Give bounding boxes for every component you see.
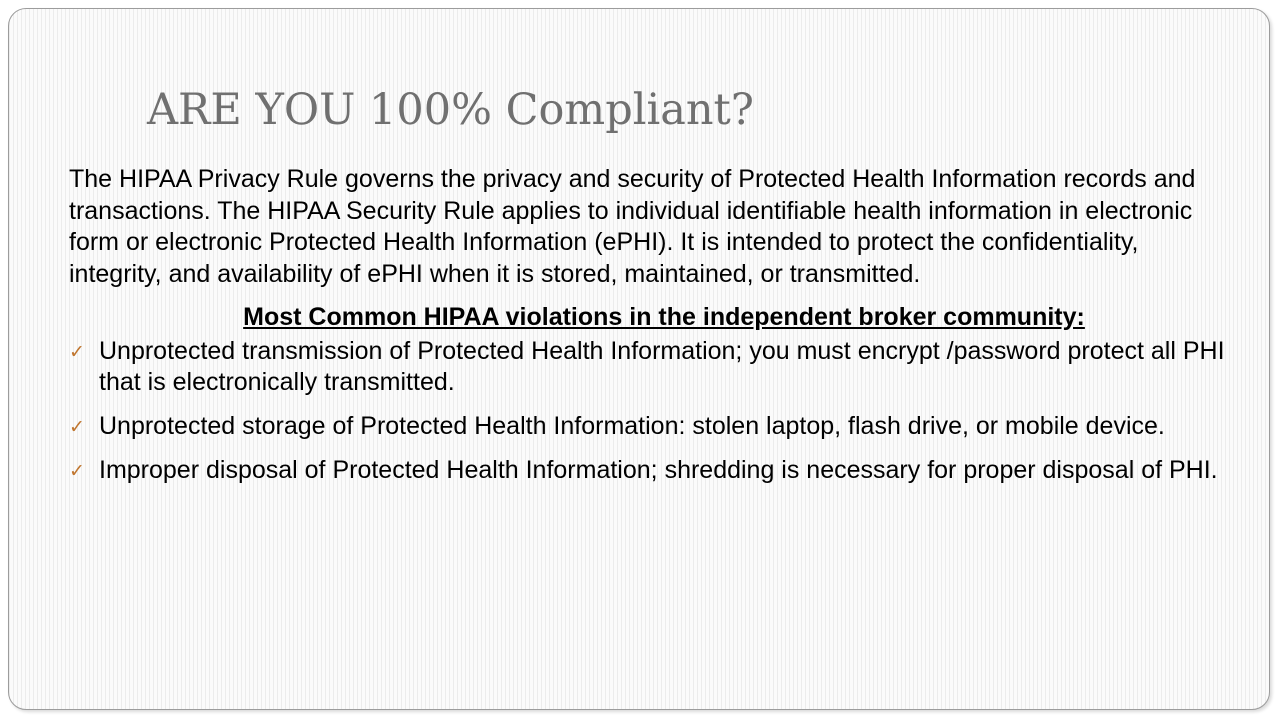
- checkmark-icon: ✓: [69, 340, 85, 363]
- violation-text: Unprotected transmission of Protected Health Information; you must encrypt /password protect all PHI that is electronically transmitted.: [99, 336, 1225, 396]
- intro-paragraph: The HIPAA Privacy Rule governs the privacy and security of Protected Health Information records and transactions. The HIPAA Security Rule applies to individual identifiable health information in electronic form or electronic Protected Health Information (ePHI). It is intended to protect the confidentiality, integrity, and availability of ePHI when it is stored, maintained, or transmitted.: [69, 165, 1196, 288]
- slide: [8, 8, 1270, 710]
- violation-text: Unprotected storage of Protected Health Information: stolen laptop, flash drive, or mobile device.: [99, 411, 1165, 440]
- slide-body: [69, 164, 1229, 499]
- list-item: [69, 336, 1229, 398]
- list-item: [69, 411, 1229, 442]
- slide-title: ARE YOU 100% Compliant?: [147, 85, 754, 135]
- checkmark-icon: ✓: [69, 459, 85, 482]
- violations-heading: Most Common HIPAA violations in the independent broker community:: [243, 303, 1085, 331]
- list-item: [69, 455, 1229, 486]
- violations-list: [69, 336, 1229, 486]
- violation-text: Improper disposal of Protected Health Information; shredding is necessary for proper disposal of PHI.: [99, 455, 1218, 484]
- checkmark-icon: ✓: [69, 415, 85, 438]
